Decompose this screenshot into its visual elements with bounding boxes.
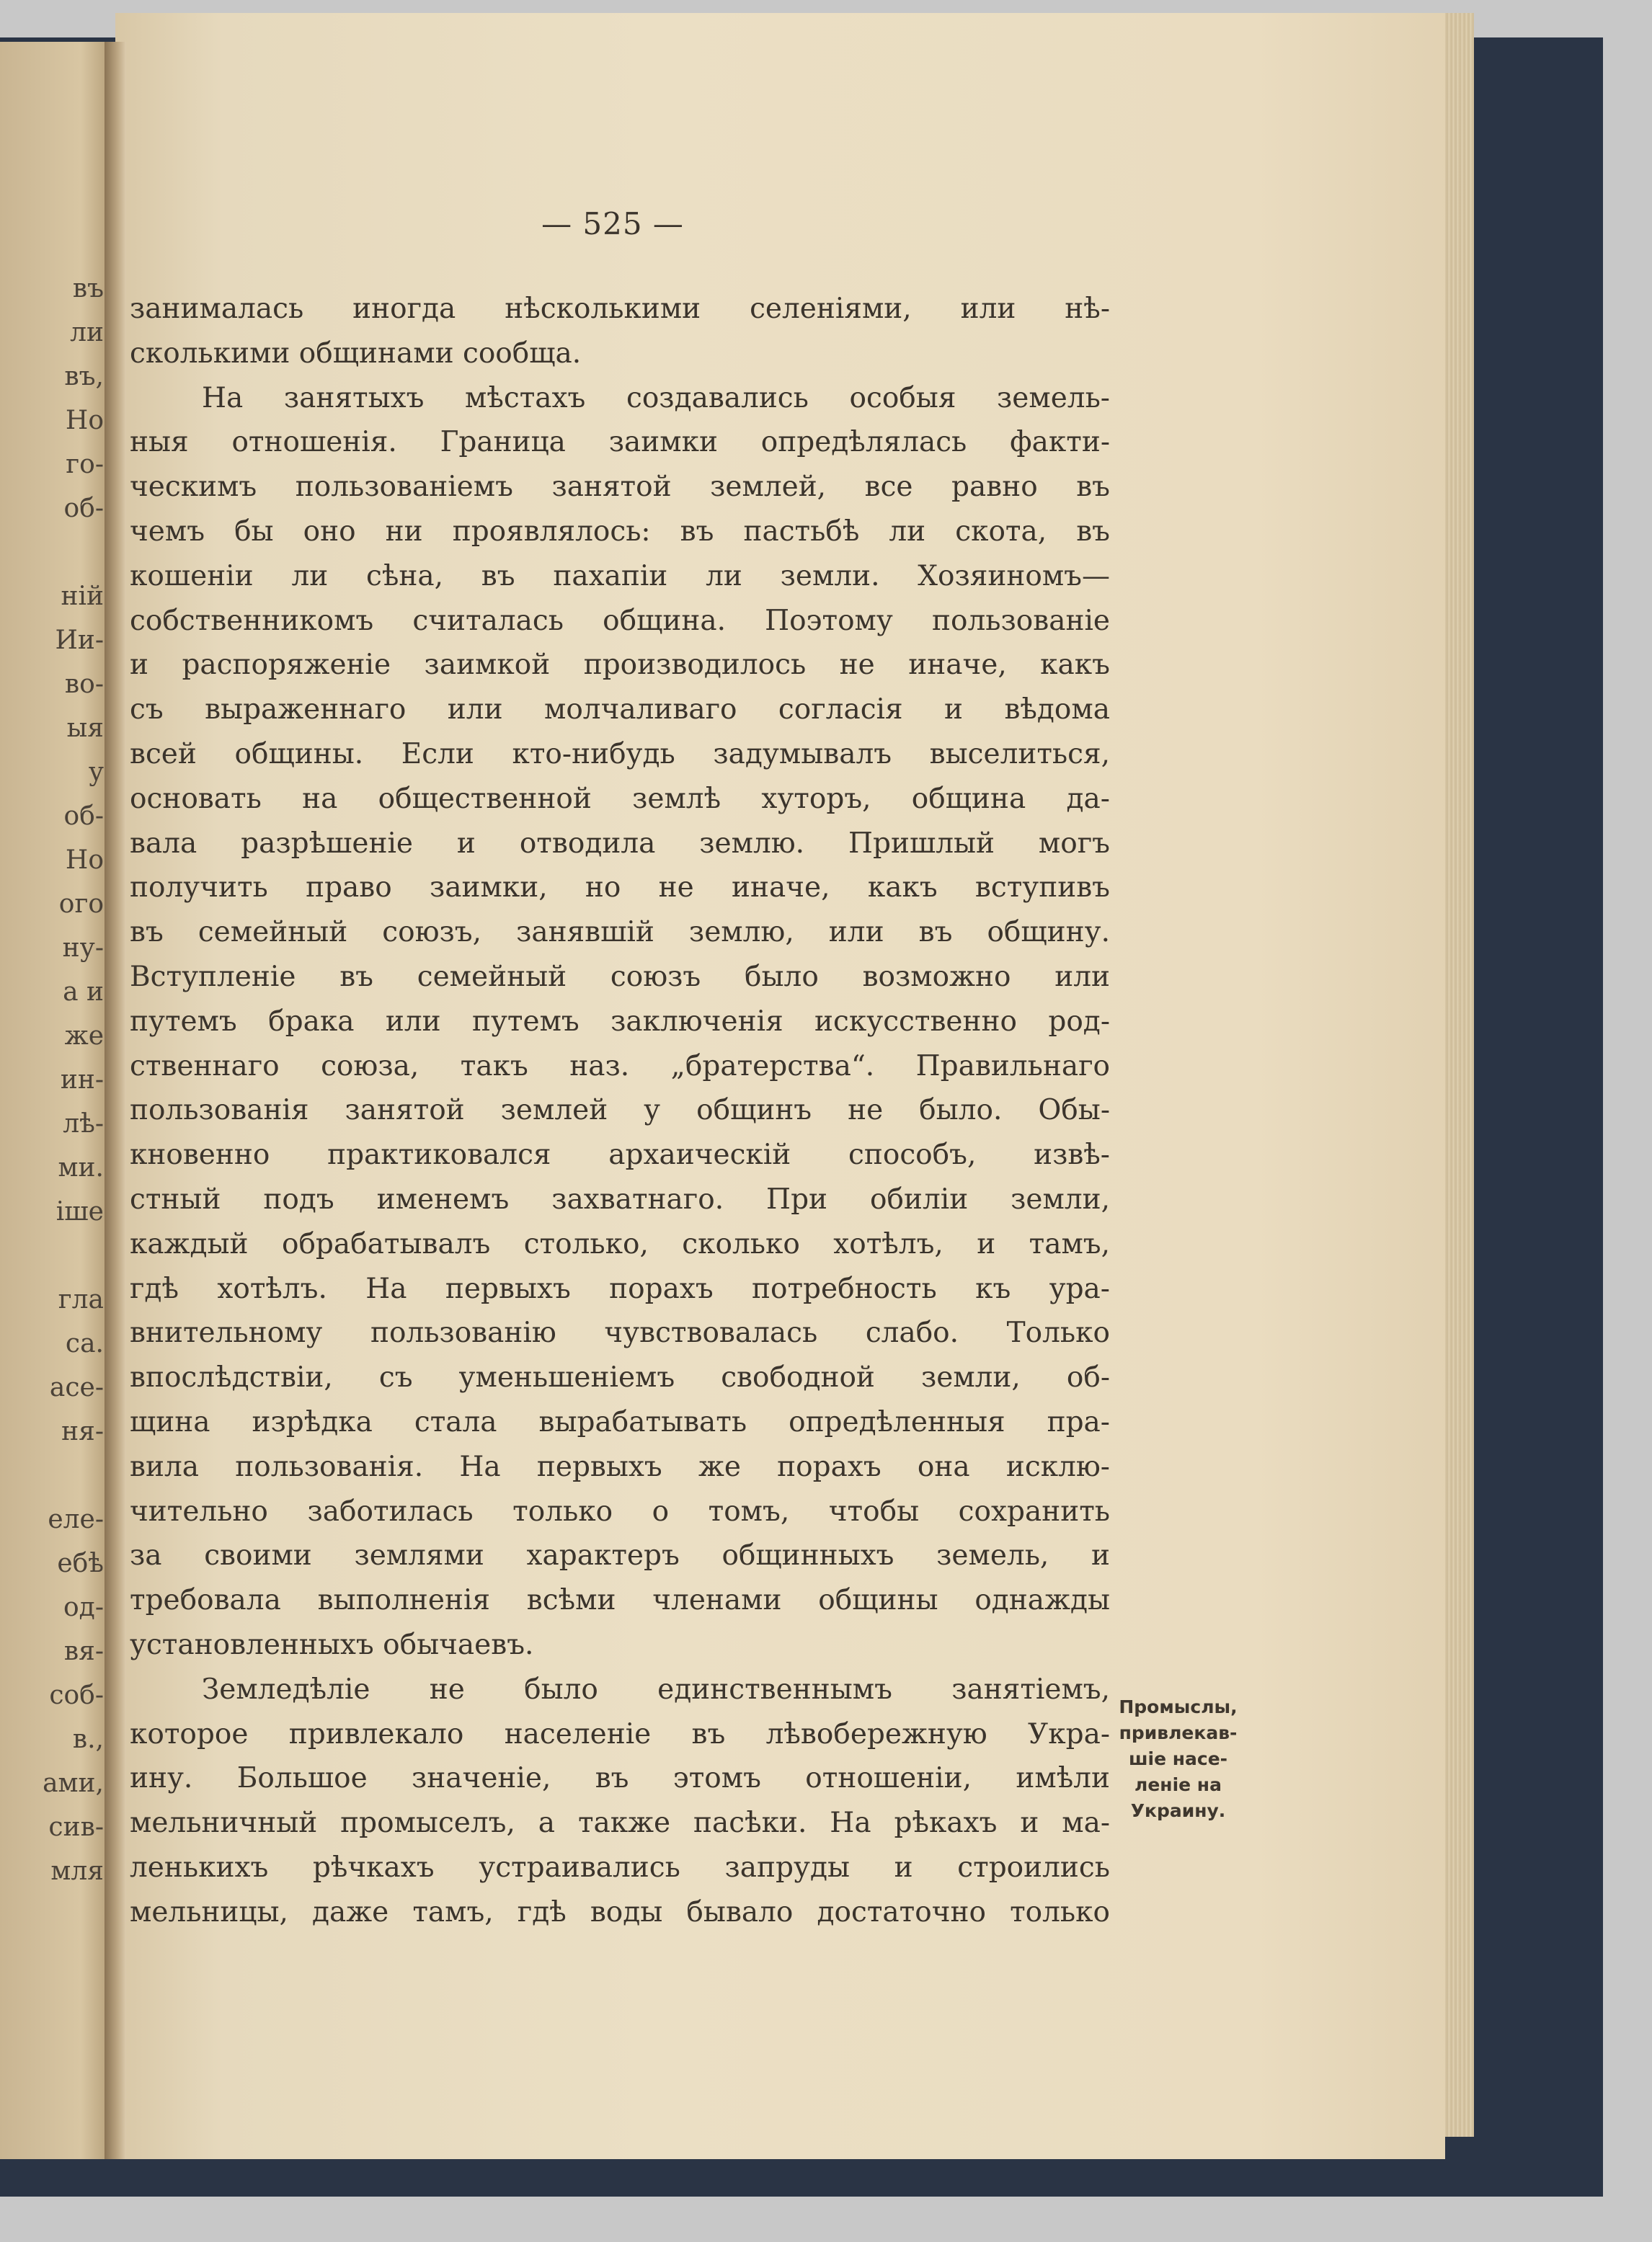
text-line: ственнаго союза, такъ наз. „братерства“. Правильнаго [130,1049,1110,1082]
text-line: вала разрѣшеніе и отводила землю. Пришлый могъ [130,827,1110,860]
left-fragment: ну- [62,933,104,963]
cover-strip [1445,2137,1603,2159]
left-fragment: об- [63,801,104,831]
left-fragment [0,1454,108,1498]
text-line: внительному пользованію чувствовалась слабо. Только [130,1317,1110,1350]
left-fragment: а и [63,977,104,1007]
text-line: На занятыхъ мѣстахъ создавались особыя земель- [202,381,1110,414]
text-line: съ выраженнаго или молчаливаго согласія и вѣдома [130,693,1110,726]
left-fragment: ня- [61,1417,104,1446]
margin-note-line: Украину. [1130,1800,1226,1821]
left-fragment: асе- [49,1373,104,1402]
text-line: ческимъ пользованіемъ занятой землей, все равно въ [130,471,1110,504]
left-fragment [0,530,108,574]
left-fragment: ми. [58,1153,104,1183]
left-fragment: об- [63,494,104,523]
text-line: путемъ брака или путемъ заключенія искусственно род- [130,1005,1110,1038]
text-line: занималась иногда нѣсколькими селеніями, или нѣ- [130,293,1110,325]
text-line: Земледѣліе не было единственнымъ занятіемъ, [202,1673,1110,1706]
left-fragment: вя- [63,1637,104,1666]
text-line: ленькихъ рѣчкахъ устраивались запруды и строились [130,1851,1110,1884]
left-fragment: ин- [60,1065,104,1095]
text-line: Вступленіе въ семейный союзъ было возможно или [130,960,1110,993]
left-fragment: ли [70,318,104,347]
left-fragment: са. [65,1329,104,1358]
text-line: ину. Большое значеніе, въ этомъ отношеніи, имѣли [130,1762,1110,1795]
page-number: — 525 — [541,206,684,241]
book-gutter [105,42,126,2159]
text-line: впослѣдствіи, съ уменьшеніемъ свободной земли, об- [130,1361,1110,1394]
text-line: чительно заботилась только о томъ, чтобы сохранить [130,1495,1110,1528]
left-fragment [0,1234,108,1278]
text-line: основать на общественной землѣ хуторъ, община да- [130,782,1110,815]
body-text [130,287,1110,1934]
margin-note [1111,1694,1245,1824]
left-fragment: сив- [48,1812,104,1842]
text-line: стный подъ именемъ захватнаго. При обиліи земли, [130,1183,1110,1216]
margin-note-line: леніе на [1134,1774,1222,1795]
page-edges [1445,13,1474,2159]
left-fragment: іше [55,1197,104,1227]
text-line: чемъ бы оно ни проявлялось: въ пастьбѣ ли скота, въ [130,515,1110,548]
left-fragment: в., [72,1725,104,1754]
text-line: вила пользованія. На первыхъ же порахъ она исклю- [130,1450,1110,1483]
margin-note-line: шіе насе- [1128,1748,1228,1769]
left-fragment: соб- [49,1681,104,1710]
text-line: гдѣ хотѣлъ. На первыхъ порахъ потребность къ ура- [130,1272,1110,1305]
text-line: ныя отношенія. Граница заимки опредѣлялась факти- [130,426,1110,459]
left-fragment: ого [58,889,104,919]
text-line: въ семейный союзъ, занявшій землю, или въ общину. [130,916,1110,949]
text-line: всей общины. Если кто-нибудь задумывалъ выселиться, [130,737,1110,770]
text-line: кновенно практиковался архаическій способъ, извѣ- [130,1139,1110,1172]
left-fragment: Но [65,406,104,435]
left-fragment: въ, [64,362,104,391]
margin-note-line: привлекав- [1119,1722,1238,1743]
text-line: установленныхъ обычаевъ. [130,1628,534,1661]
left-fragment: еле- [48,1505,104,1534]
left-page-text-fragments [0,267,108,1893]
left-fragment: ебѣ [57,1549,104,1578]
left-fragment: ній [61,582,104,611]
text-line: и распоряженіе заимкой производилось не иначе, какъ [130,649,1110,682]
text-line: собственникомъ считалась община. Поэтому пользованіе [130,604,1110,637]
left-fragment: во- [64,670,104,699]
text-line: требовала выполненія всѣми членами общины однажды [130,1584,1110,1617]
left-fragment: Ии- [55,626,104,655]
margin-note-line: Промыслы, [1119,1696,1238,1717]
text-line: кошеніи ли сѣна, въ пахапіи ли земли. Хозяиномъ— [130,559,1110,592]
left-page-edge [0,42,115,2159]
left-fragment: лѣ- [63,1109,104,1139]
text-line: каждый обрабатывалъ столько, сколько хотѣлъ, и тамъ, [130,1227,1110,1260]
text-line: щина изрѣдка стала вырабатывать опредѣленныя пра- [130,1405,1110,1438]
left-fragment: въ [72,274,104,303]
left-fragment: Но [65,845,104,875]
left-fragment: мля [50,1856,104,1886]
text-line: получить право заимки, но не иначе, какъ вступивъ [130,871,1110,904]
left-fragment: ами, [43,1769,104,1798]
text-line: за своими землями характеръ общинныхъ земель, и [130,1539,1110,1572]
left-fragment: же [64,1021,104,1051]
text-line: сколькими общинами сообща. [130,337,582,370]
left-fragment: од- [63,1593,104,1622]
text-line: мельницы, даже тамъ, гдѣ воды бывало достаточно только [130,1895,1110,1929]
left-fragment: ыя [66,713,104,743]
left-fragment: го- [66,450,104,479]
text-line: пользованія занятой землей у общинъ не было. Обы- [130,1094,1110,1127]
text-line: мельничный промыселъ, а также пасѣки. На рѣкахъ и ма- [130,1807,1110,1840]
left-fragment: гла [58,1285,104,1314]
left-fragment: у [88,757,104,787]
text-line: которое привлекало населеніе въ лѣвобережную Укра- [130,1717,1110,1751]
